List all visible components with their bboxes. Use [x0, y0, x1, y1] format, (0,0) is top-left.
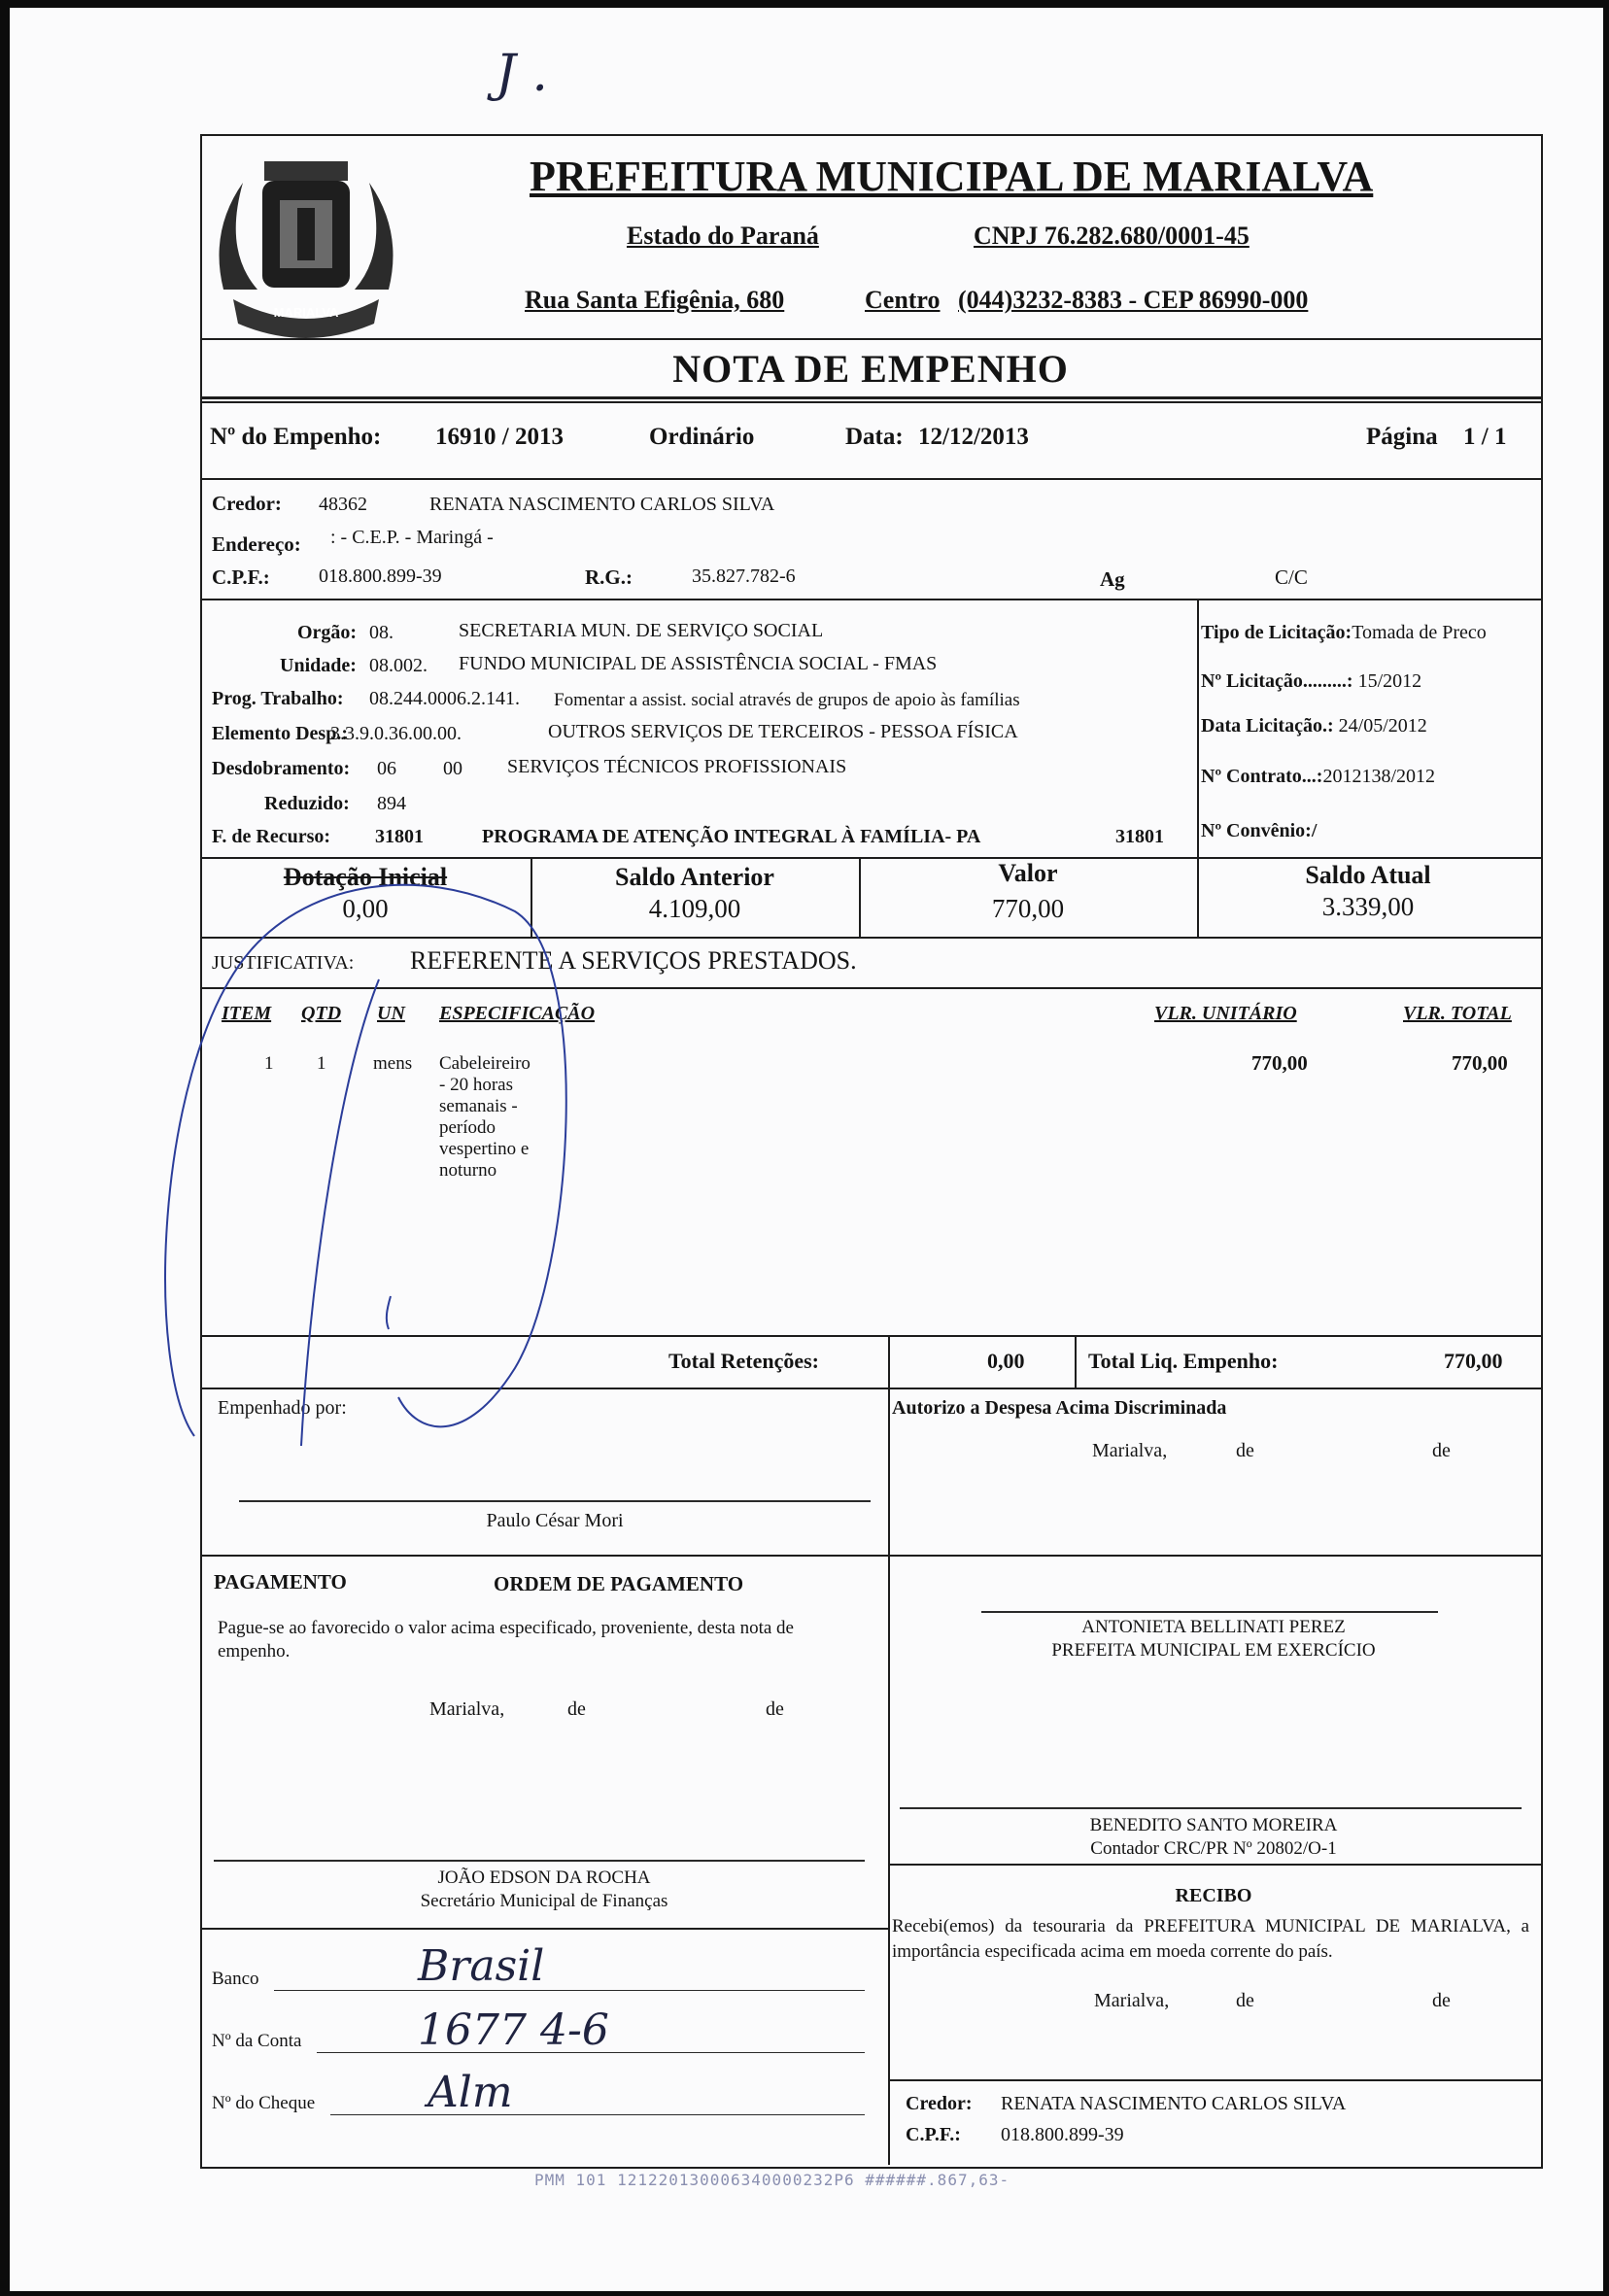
agency-label: Ag	[1100, 567, 1125, 591]
recurso-name: PROGRAMA DE ATENÇÃO INTEGRAL À FAMÍLIA- PA	[482, 826, 981, 847]
liquido-value: 770,00	[1444, 1349, 1503, 1373]
elemento-name: OUTROS SERVIÇOS DE TERCEIROS - PESSOA FÍSICA	[548, 721, 1018, 742]
retencoes-value: 0,00	[987, 1349, 1025, 1373]
unidade-name: FUNDO MUNICIPAL DE ASSISTÊNCIA SOCIAL - FMAS	[459, 653, 938, 674]
pagamento-label: PAGAMENTO	[214, 1570, 347, 1593]
recibo-credor-label: Credor:	[906, 2093, 973, 2114]
creditor-code: 48362	[319, 494, 367, 515]
pagamento-city: Marialva,	[429, 1698, 505, 1720]
licitacao-date-value: 24/05/2012	[1338, 715, 1427, 737]
recurso-label: F. de Recurso:	[212, 826, 331, 847]
reduzido-label: Reduzido:	[264, 793, 350, 814]
row-un: mens	[373, 1053, 413, 1074]
creditor-rg-label: R.G.:	[585, 565, 633, 589]
desdobramento-label: Desdobramento:	[212, 758, 351, 779]
col-qtd: QTD	[301, 1003, 342, 1024]
handwritten-mark: J .	[496, 45, 548, 103]
col-vlr-total: VLR. TOTAL	[1403, 1003, 1512, 1024]
recurso-code: 31801	[375, 826, 424, 847]
account-label: C/C	[1275, 565, 1308, 589]
pagamento-de-1: de	[567, 1698, 586, 1720]
contrato-value: 2012138/2012	[1322, 766, 1436, 787]
row-spec: Cabeleireiro - 20 horas semanais - período vespertino e noturno	[439, 1053, 531, 1181]
reduzido-value: 894	[377, 793, 406, 814]
coat-of-arms-ribbon: MARIALVA	[273, 305, 339, 320]
creditor-rg: 35.827.782-6	[692, 565, 796, 587]
conta-handwritten: 1677 4-6	[418, 2005, 609, 2055]
recibo-city: Marialva,	[1094, 1990, 1170, 2011]
autorizo-text: Autorizo a Despesa Acima Discriminada	[892, 1397, 1227, 1419]
col-un: UN	[377, 1003, 405, 1024]
recibo-text: Recebi(emos) da tesouraria da PREFEITURA MUNICIPAL DE MARIALVA, a importância especificada acima em moeda corrente do país.	[892, 1916, 1529, 1962]
document-title: NOTA DE EMPENHO	[672, 347, 1069, 391]
orgao-code: 08.	[369, 622, 394, 643]
retencoes-label: Total Retenções:	[668, 1349, 819, 1373]
page-number: 1 / 1	[1463, 424, 1507, 450]
desdobramento-a: 06	[377, 758, 396, 779]
licitacao-type-label: Tipo de Licitação:	[1201, 622, 1352, 643]
licitacao-number-value: 15/2012	[1357, 670, 1422, 692]
recibo-credor-name: RENATA NASCIMENTO CARLOS SILVA	[1001, 2093, 1347, 2114]
col-especificacao: ESPECIFICAÇÃO	[439, 1003, 596, 1024]
pen-scribble-mark	[10, 8, 1603, 2291]
district-label: Centro	[865, 286, 941, 314]
elemento-code: 3.3.9.0.36.00.00.	[330, 723, 462, 744]
creditor-cpf: 018.800.899-39	[319, 565, 442, 587]
ordem-pagamento-label: ORDEM DE PAGAMENTO	[494, 1572, 744, 1595]
saldo-atual-label: Saldo Atual	[1305, 861, 1431, 889]
recurso-code-right: 31801	[1115, 826, 1164, 847]
footer-machine-code: PMM 101 121220130006340000232P6 ######.867,63-	[534, 2171, 1010, 2189]
recibo-title: RECIBO	[1175, 1885, 1252, 1906]
creditor-cpf-label: C.P.F.:	[212, 565, 270, 589]
prefeita-name: ANTONIETA BELLINATI PEREZ	[1081, 1617, 1346, 1637]
contrato-label: Nº Contrato...:	[1201, 766, 1323, 787]
empenho-number: 16910 / 2013	[435, 424, 564, 450]
page-label: Página	[1366, 424, 1438, 450]
row-qtd: 1	[317, 1053, 326, 1074]
empenhado-label: Empenhado por:	[218, 1397, 347, 1419]
liquido-label: Total Liq. Empenho:	[1088, 1349, 1279, 1373]
empenho-date-label: Data:	[845, 424, 904, 450]
cheque-handwritten: Alm	[428, 2068, 513, 2117]
desdobramento-b: 00	[443, 758, 462, 779]
pagamento-text: Pague-se ao favorecido o valor acima especificado, proveniente, desta nota de empenho.	[218, 1618, 794, 1662]
cheque-label: Nº do Cheque	[212, 2093, 316, 2113]
valor-label: Valor	[998, 859, 1058, 887]
orgao-label: Orgão:	[297, 622, 358, 643]
licitacao-number-label: Nº Licitação.........:	[1201, 670, 1353, 692]
secretario-name: JOÃO EDSON DA ROCHA	[437, 1868, 651, 1888]
prog-name: Fomentar a assist. social através de grupos de apoio às famílias	[554, 690, 1020, 710]
unidade-code: 08.002.	[369, 655, 428, 676]
address-label: Rua Santa Efigênia, 680	[525, 286, 785, 314]
prog-code: 08.244.0006.2.141.	[369, 688, 520, 709]
justificativa-text: REFERENTE A SERVIÇOS PRESTADOS.	[410, 946, 857, 975]
recibo-cpf: 018.800.899-39	[1001, 2124, 1124, 2145]
empenhado-name: Paulo César Mori	[486, 1510, 624, 1531]
elemento-label: Elemento Desp.:	[212, 723, 348, 744]
empenho-number-label: Nº do Empenho:	[210, 424, 382, 450]
state-label: Estado do Paraná	[627, 222, 819, 250]
conta-label: Nº da Conta	[212, 2031, 302, 2051]
empenho-type: Ordinário	[649, 424, 755, 450]
autorizo-de-1: de	[1236, 1440, 1254, 1461]
prefeita-title: PREFEITA MUNICIPAL EM EXERCÍCIO	[1051, 1640, 1376, 1661]
dotacao-label: Dotação Inicial	[283, 863, 448, 891]
valor-value: 770,00	[991, 894, 1065, 923]
autorizo-de-2: de	[1432, 1440, 1451, 1461]
justificativa-label: JUSTIFICATIVA:	[212, 952, 355, 974]
document-page	[10, 8, 1603, 2291]
convenio-label: Nº Convênio:/	[1201, 820, 1318, 841]
recibo-de-2: de	[1432, 1990, 1451, 2011]
col-item: ITEM	[222, 1003, 272, 1024]
org-title: PREFEITURA MUNICIPAL DE MARIALVA	[530, 153, 1374, 200]
contador-name: BENEDITO SANTO MOREIRA	[1089, 1815, 1338, 1835]
creditor-name: RENATA NASCIMENTO CARLOS SILVA	[429, 494, 775, 515]
licitacao-date-label: Data Licitação.:	[1201, 715, 1334, 737]
recibo-cpf-label: C.P.F.:	[906, 2124, 961, 2145]
contador-title: Contador CRC/PR Nº 20802/O-1	[1090, 1838, 1337, 1859]
row-item: 1	[264, 1053, 274, 1074]
pagamento-de-2: de	[766, 1698, 784, 1720]
recibo-de-1: de	[1236, 1990, 1254, 2011]
orgao-name: SECRETARIA MUN. DE SERVIÇO SOCIAL	[459, 620, 824, 641]
secretario-title: Secretário Municipal de Finanças	[420, 1891, 668, 1911]
col-vlr-unitario: VLR. UNITÁRIO	[1154, 1003, 1297, 1024]
dotacao-value: 0,00	[342, 894, 389, 923]
creditor-label: Credor:	[212, 492, 282, 515]
cnpj-label: CNPJ 76.282.680/0001-45	[974, 222, 1250, 250]
row-unit-value: 770,00	[1251, 1051, 1308, 1075]
desdobramento-name: SERVIÇOS TÉCNICOS PROFISSIONAIS	[507, 756, 847, 777]
saldo-anterior-label: Saldo Anterior	[615, 863, 774, 891]
phone-cep-label: (044)3232-8383 - CEP 86990-000	[958, 286, 1309, 314]
autorizo-city: Marialva,	[1092, 1440, 1168, 1461]
empenho-date: 12/12/2013	[918, 424, 1029, 450]
creditor-address-label: Endereço:	[212, 532, 301, 556]
unidade-label: Unidade:	[280, 655, 357, 676]
saldo-anterior-value: 4.109,00	[648, 894, 741, 923]
saldo-atual-value: 3.339,00	[1321, 892, 1415, 921]
prog-label: Prog. Trabalho:	[212, 688, 344, 709]
row-total-value: 770,00	[1452, 1051, 1508, 1075]
banco-handwritten: Brasil	[418, 1941, 545, 1991]
banco-label: Banco	[212, 1969, 259, 1989]
licitacao-type-value: Tomada de Preco	[1352, 622, 1487, 643]
creditor-address: : - C.E.P. - Maringá -	[330, 527, 494, 548]
